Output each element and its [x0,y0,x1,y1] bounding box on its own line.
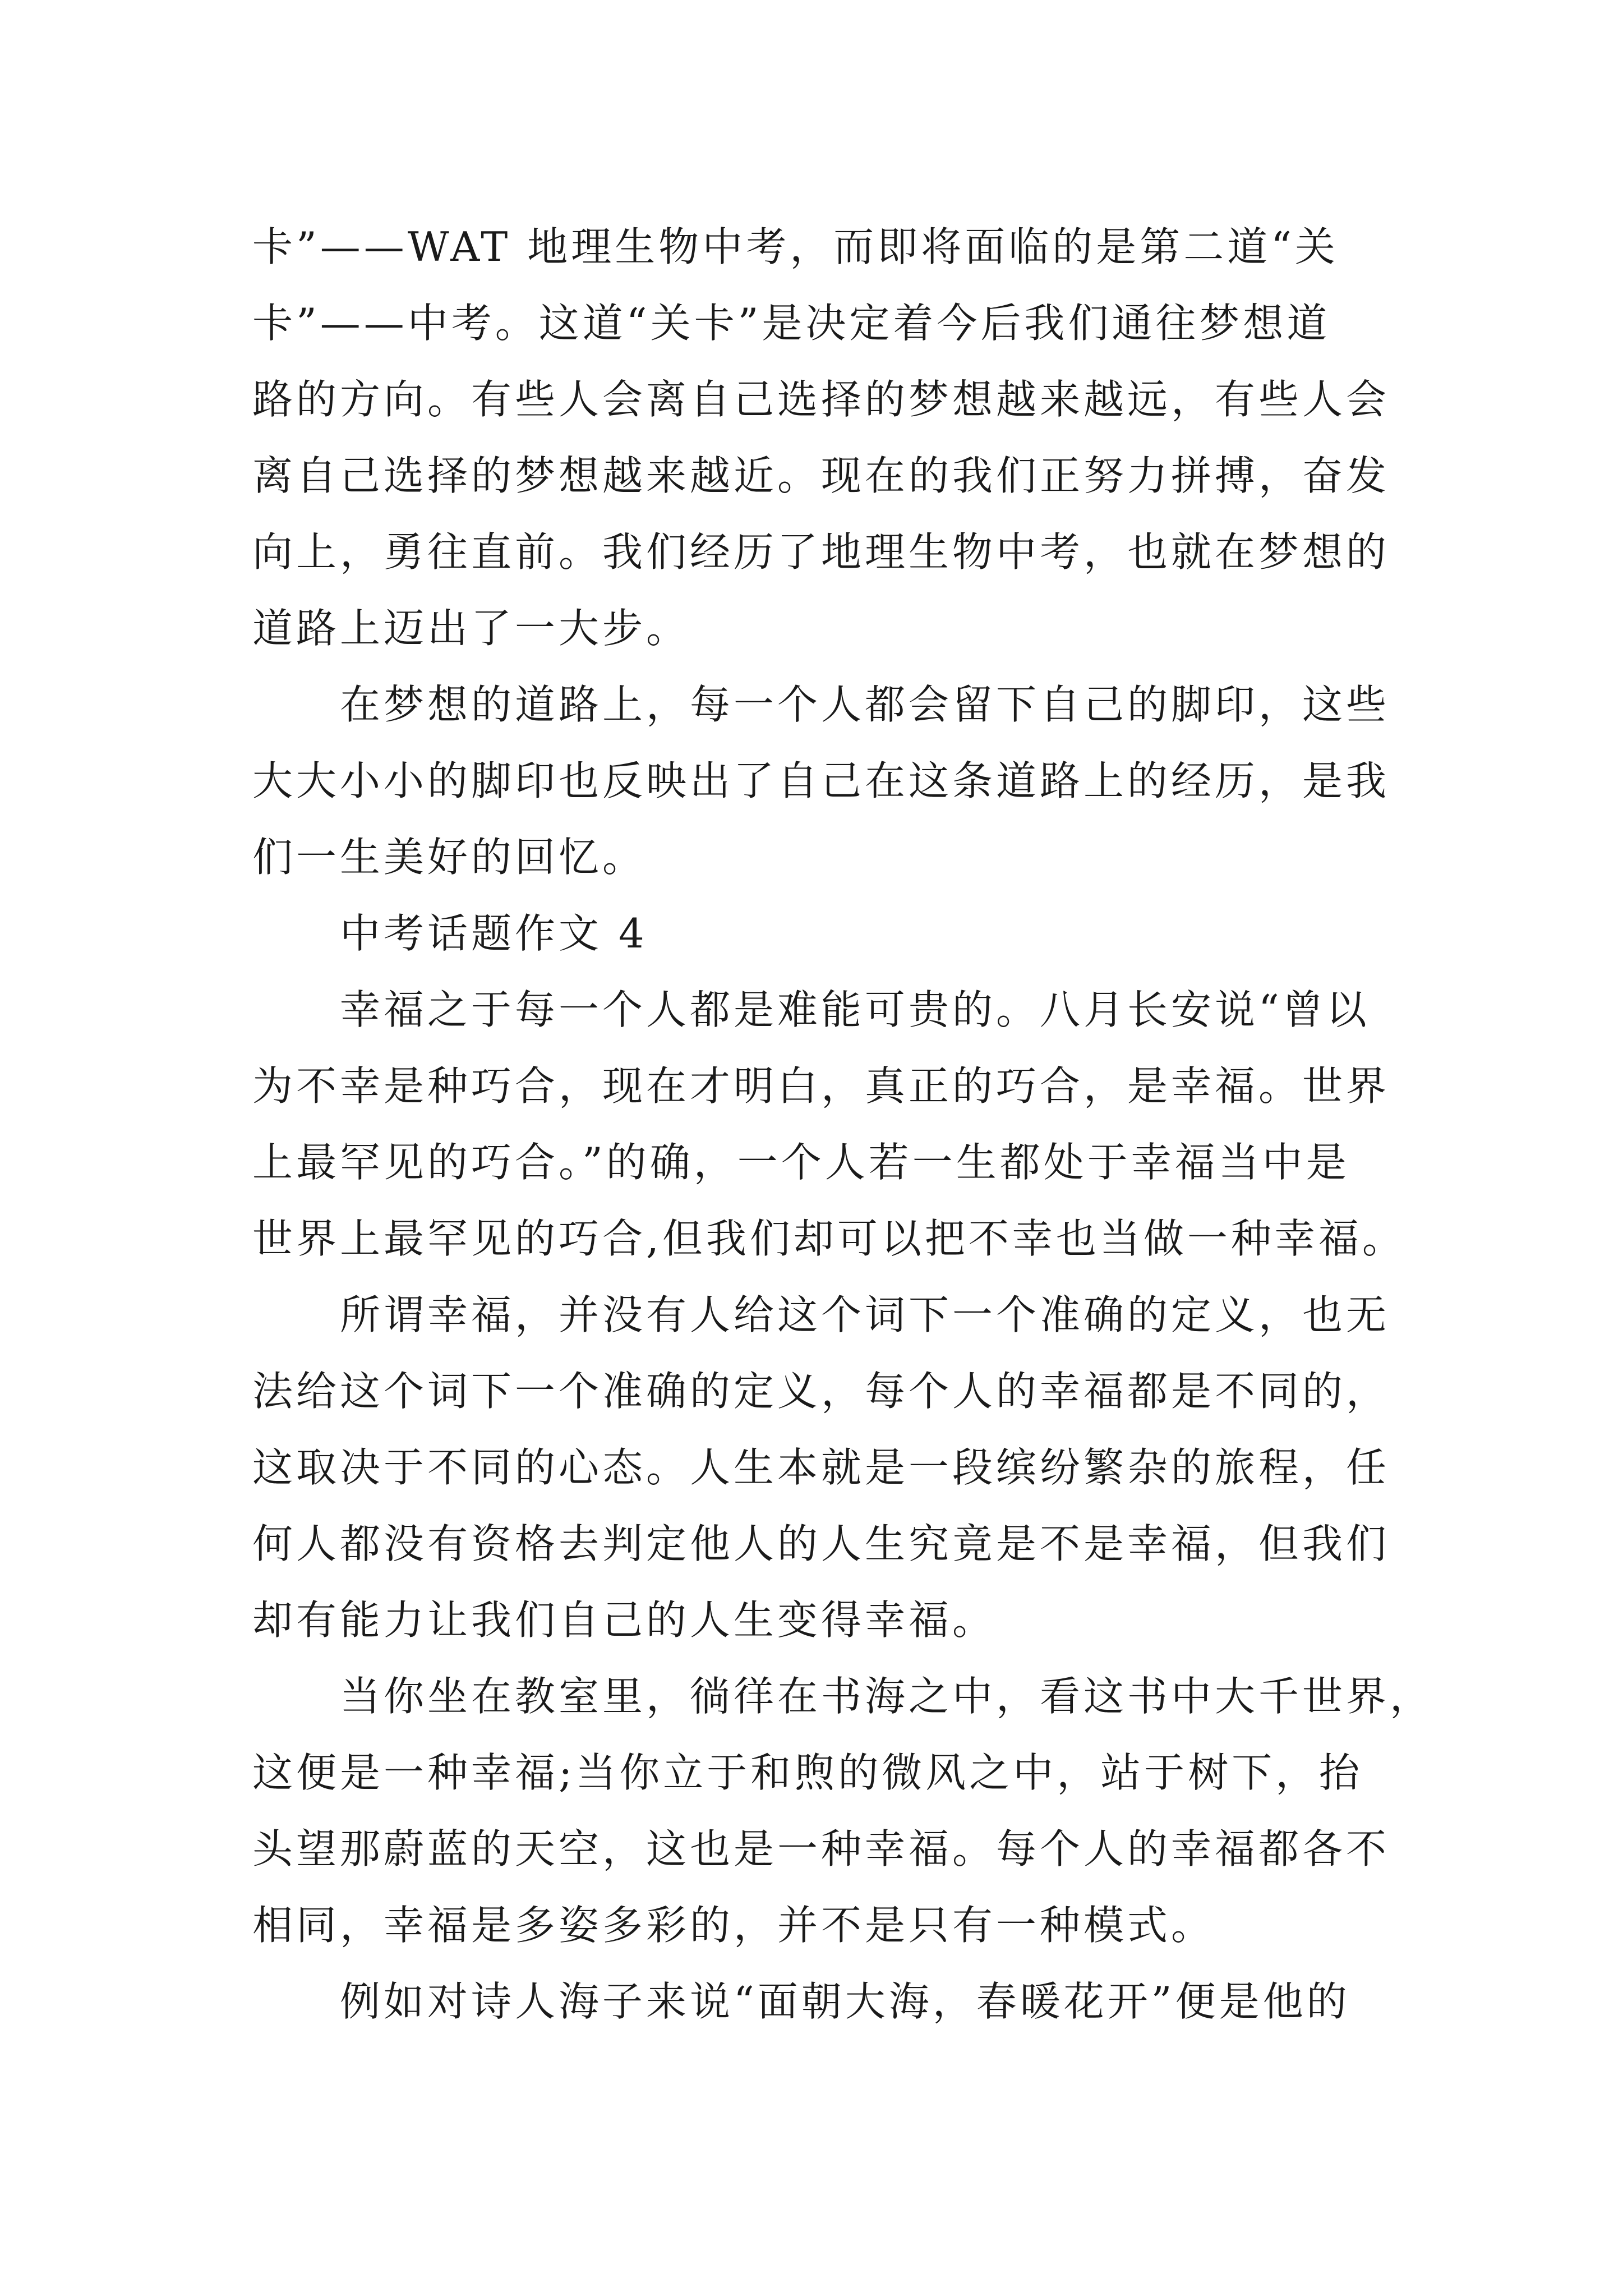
text-line: 卡”——WAT 地理生物中考，而即将面临的是第二道“关 [252,223,1339,270]
text-line: 头望那蔚蓝的天空，这也是一种幸福。每个人的幸福都各不 [252,1825,1390,1872]
text-line: 在梦想的道路上，每一个人都会留下自己的脚印，这些 [340,681,1390,728]
paragraph-happiness-examples [252,1658,1434,1963]
text-line: 们一生美好的回忆。 [252,834,647,881]
paragraph-happiness-definition [252,1277,1390,1658]
text-line: 大大小小的脚印也反映出了自己在这条道路上的经历，是我 [252,757,1390,804]
essay-heading [252,895,1385,972]
text-line: 何人都没有资格去判定他人的人生究竟是不是幸福，但我们 [252,1520,1390,1567]
paragraph-happiness-intro [252,972,1406,1277]
text-line: 幸福之于每一个人都是难能可贵的。八月长安说“曾以 [340,986,1370,1033]
text-line: 离自己选择的梦想越来越近。现在的我们正努力拼搏，奋发 [252,452,1390,499]
heading-text: 中考话题作文 4 [340,910,648,957]
text-line: 这取决于不同的心态。人生本就是一段缤纷繁杂的旅程，任 [252,1444,1390,1491]
text-line: 上最罕见的巧合。”的确，一个人若一生都处于幸福当中是 [252,1139,1350,1186]
text-line: 例如对诗人海子来说“面朝大海，春暖花开”便是他的 [340,1978,1350,2025]
text-line: 世界上最罕见的巧合,但我们却可以把不幸也当做一种幸福。 [252,1215,1406,1262]
text-line: 道路上迈出了一大步。 [252,605,690,652]
text-line: 法给这个词下一个准确的定义，每个人的幸福都是不同的， [252,1368,1390,1415]
paragraph-footprints [252,666,1390,895]
text-line: 相同，幸福是多姿多彩的，并不是只有一种模式。 [252,1902,1215,1949]
text-line: 却有能力让我们自己的人生变得幸福。 [252,1596,997,1644]
text-line: 卡”——中考。这道“关卡”是决定着今后我们通往梦想道 [252,300,1331,347]
body-text [252,209,1434,2040]
text-line: 所谓幸福，并没有人给这个词下一个准确的定义，也无 [340,1291,1390,1338]
paragraph-continuation [252,209,1390,666]
paragraph-haizi [252,1963,1385,2040]
text-line: 为不幸是种巧合，现在才明白，真正的巧合，是幸福。世界 [252,1062,1390,1110]
text-line: 当你坐在教室里，徜徉在书海之中，看这书中大千世界， [340,1673,1434,1720]
text-line: 向上，勇往直前。我们经历了地理生物中考，也就在梦想的 [252,528,1390,576]
text-line: 路的方向。有些人会离自己选择的梦想越来越远，有些人会 [252,376,1390,423]
text-line: 这便是一种幸福;当你立于和煦的微风之中，站于树下，抬 [252,1749,1363,1796]
